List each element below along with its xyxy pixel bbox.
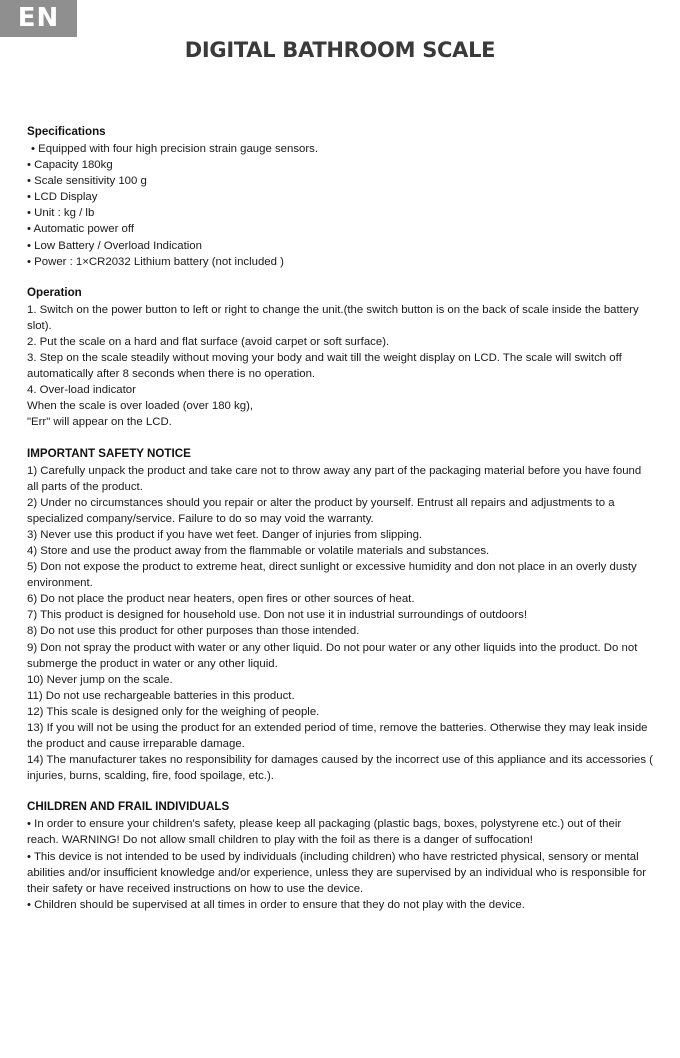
spec-item: • Capacity 180kg	[27, 157, 655, 173]
safety-item: 14) The manufacturer takes no responsibility for damages caused by the incorrect use of this appliance and its accessories ( injuries, burns, scalding, fire, food spoilage, etc.).	[27, 754, 653, 783]
language-badge: EN	[0, 0, 77, 37]
children-heading: CHILDREN AND FRAIL INDIVIDUALS	[27, 800, 230, 814]
safety-heading: IMPORTANT SAFETY NOTICE	[27, 446, 191, 460]
spec-item: • Low Battery / Overload Indication	[27, 238, 655, 254]
operation-line: 2. Put the scale on a hard and flat surface (avoid carpet or soft surface).	[27, 335, 390, 348]
spec-item: • Equipped with four high precision strain gauge sensors.	[27, 141, 655, 157]
safety-item: 11) Do not use rechargeable batteries in this product.	[27, 689, 295, 702]
safety-item: 6) Do not place the product near heaters, open fires or other sources of heat.	[27, 593, 415, 606]
safety-item: 4) Store and use the product away from the flammable or volatile materials and substances.	[27, 544, 490, 557]
spec-item: • Automatic power off	[27, 221, 655, 237]
spec-item: • Unit : kg / lb	[27, 205, 655, 221]
operation-line: 3. Step on the scale steadily without moving your body and wait till the weight display on LCD. The scale will switch off automatically after 8 seconds when there is no operation.	[27, 352, 622, 381]
children-item: • This device is not intended to be used by individuals (including children) who have restricted physical, sensory or mental abilities and/or insufficient knowledge and/or experience, unless they are supervised by an individual who is responsible for their safety or have received instructions on how to use the device.	[27, 849, 655, 897]
safety-item: 13) If you will not be using the product for an extended period of time, remove the batteries. Otherwise they may leak inside the product and cause irreparable damage.	[27, 722, 648, 751]
operation-section	[27, 285, 655, 431]
children-item: • Children should be supervised at all times in order to ensure that they do not play with the device.	[27, 897, 655, 913]
document-body	[27, 124, 655, 928]
safety-item: 8) Do not use this product for other purposes than those intended.	[27, 625, 360, 638]
safety-item: 9) Don not spray the product with water or any other liquid. Do not pour water or any other liquids into the product. Do not submerge the product in water or any other liquid.	[27, 641, 638, 670]
operation-line: When the scale is over loaded (over 180 kg),	[27, 400, 254, 413]
document-title: DIGITAL BATHROOM SCALE	[184, 38, 496, 62]
spec-item: • Scale sensitivity 100 g	[27, 173, 655, 189]
safety-item: 3) Never use this product if you have wet feet. Danger of injuries from slipping.	[27, 528, 423, 541]
safety-item: 1) Carefully unpack the product and take care not to throw away any part of the packaging material before you have found all parts of the product.	[27, 464, 642, 493]
specifications-heading: Specifications	[27, 125, 106, 138]
safety-item: 10) Never jump on the scale.	[27, 673, 173, 686]
spec-item: • LCD Display	[27, 189, 655, 205]
children-section	[27, 799, 655, 913]
safety-item: 7) This product is designed for household use. Don not use it in industrial surroundings of outdoors!	[27, 609, 528, 622]
specifications-section	[27, 124, 655, 270]
spec-item: • Power : 1×CR2032 Lithium battery (not included )	[27, 254, 655, 270]
safety-item: 12) This scale is designed only for the weighing of people.	[27, 705, 320, 718]
children-item: • In order to ensure your children's safety, please keep all packaging (plastic bags, boxes, polystyrene etc.) out of their reach. WARNING! Do not allow small children to play with the foil as there is a danger of suffocation!	[27, 816, 655, 848]
operation-line: 1. Switch on the power button to left or right to change the unit.(the switch button is on the back of scale inside the battery slot).	[27, 303, 639, 332]
safety-item: 2) Under no circumstances should you repair or alter the product by yourself. Entrust all repairs and adjustments to a specialized company/service. Failure to do so may void the warranty.	[27, 496, 615, 525]
operation-line: 4. Over-load indicator	[27, 384, 136, 397]
safety-section	[27, 446, 655, 785]
operation-heading: Operation	[27, 285, 82, 299]
operation-line: "Err" will appear on the LCD.	[27, 416, 172, 429]
safety-item: 5) Don not expose the product to extreme heat, direct sunlight or excessive humidity and don not place in an overly dusty environment.	[27, 561, 637, 590]
